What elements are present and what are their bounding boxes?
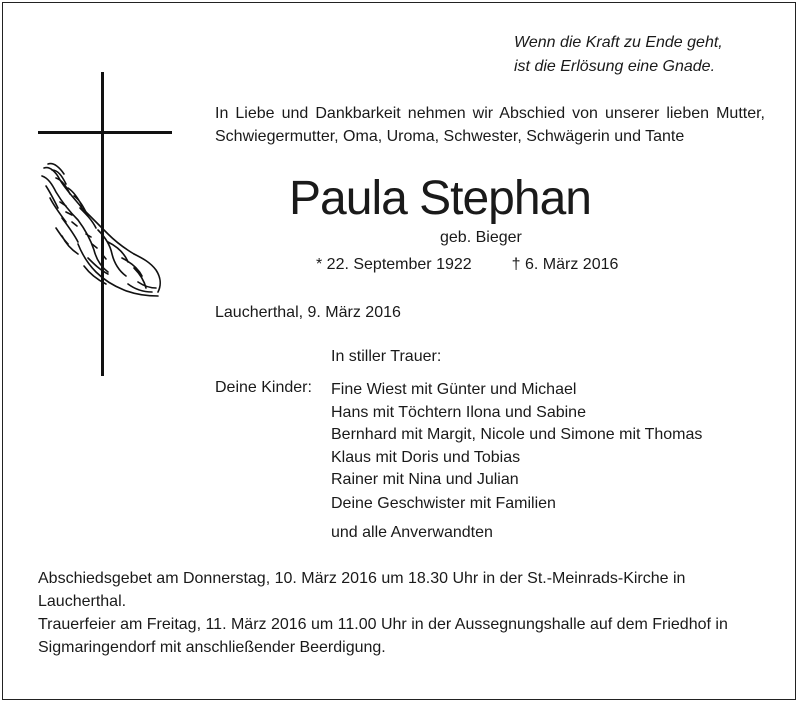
place-and-date: Laucherthal, 9. März 2016 <box>215 304 401 321</box>
motto-line-2: ist die Erlösung eine Gnade. <box>514 58 716 75</box>
children-list <box>331 379 702 492</box>
list-item: Fine Wiest mit Günter und Michael <box>331 381 577 398</box>
birth-date: * 22. September 1922 <box>316 256 472 273</box>
list-item: Rainer mit Nina und Julian <box>331 471 519 488</box>
service-notice <box>38 567 768 659</box>
relatives-line: und alle Anverwandten <box>331 524 493 541</box>
funeral-notice: Trauerfeier am Freitag, 11. März 2016 um 11.00 Uhr in der Aussegnungshalle auf dem Friedhof in Sigmaringendorf mit anschließender Beerdigung. <box>38 616 728 656</box>
list-item: Bernhard mit Margit, Nicole und Simone mit Thomas <box>331 426 703 443</box>
intro-text: In Liebe und Dankbarkeit nehmen wir Abschied von unserer lieben Mutter, Schwiegermutter, Oma, Uroma, Schwester, Schwägerin und Tante <box>215 105 765 145</box>
children-label: Deine Kinder: <box>215 379 312 396</box>
cross-horizontal-bar <box>38 131 172 134</box>
motto <box>514 31 744 79</box>
siblings-line: Deine Geschwister mit Familien <box>331 495 556 512</box>
motto-line-1: Wenn die Kraft zu Ende geht, <box>514 34 723 51</box>
maiden-name: geb. Bieger <box>440 229 522 246</box>
prayer-notice: Abschiedsgebet am Donnerstag, 10. März 2016 um 18.30 Uhr in der St.-Meinrads-Kirche in Laucherthal. <box>38 570 686 610</box>
deceased-name: Paula Stephan <box>289 172 591 225</box>
death-date: † 6. März 2016 <box>511 256 619 273</box>
list-item: Hans mit Töchtern Ilona und Sabine <box>331 403 586 421</box>
life-dates <box>316 256 618 274</box>
mourning-heading: In stiller Trauer: <box>331 348 442 365</box>
list-item: Klaus mit Doris und Tobias <box>331 448 521 466</box>
